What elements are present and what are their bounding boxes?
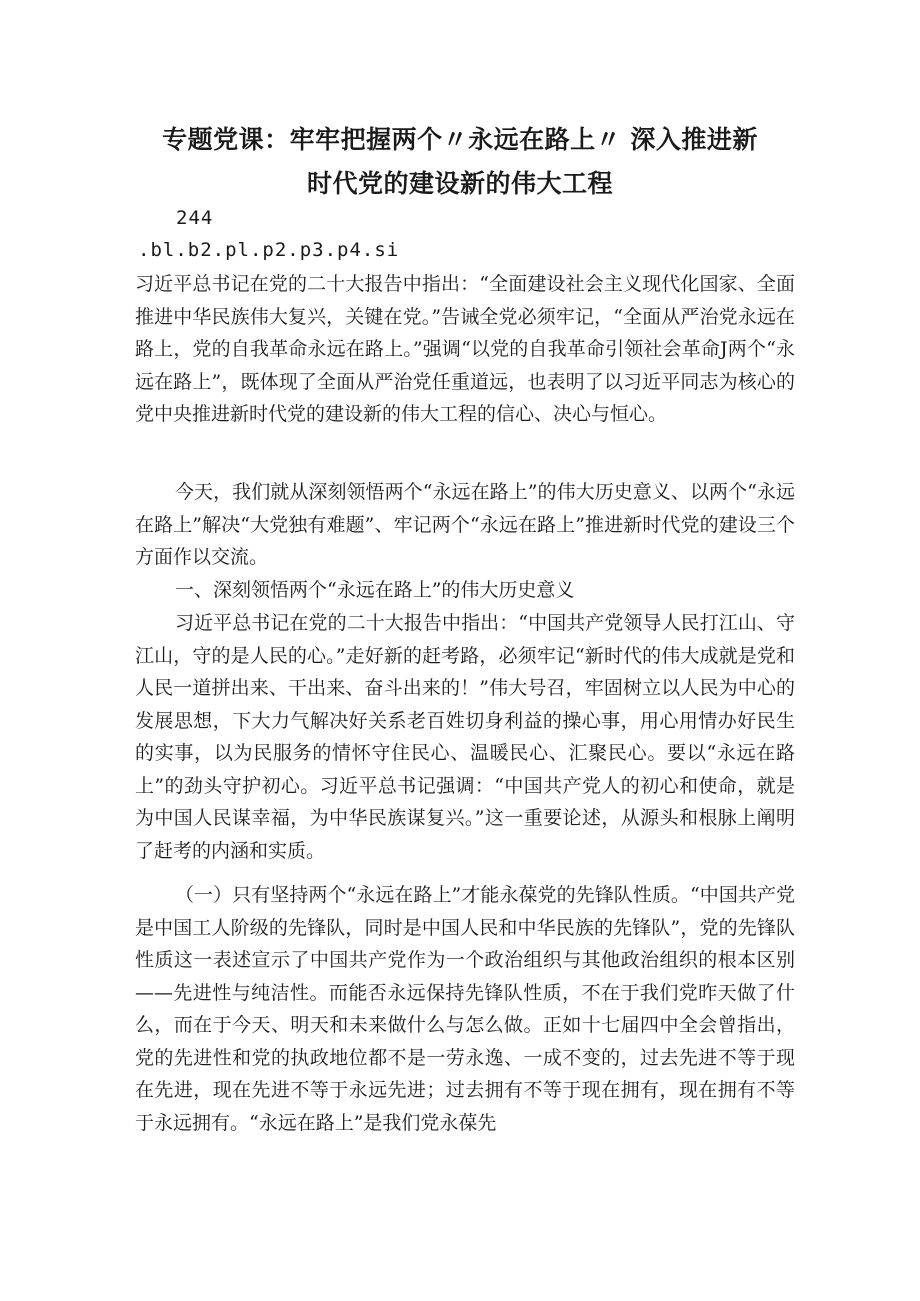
paragraph-intro: 习近平总书记在党的二十大报告中指出：“全面建设社会主义现代化国家、全面推进中华民族伟大复兴，关键在党。”告诫全党必须牢记，“全面从严治党永远在路上，党的自我革命永远在路上。”强调“以党的自我革命引领社会革命J两个“永远在路上”，既体现了全面从严治党任重道远，也表明了以习近平同志为核心的党中央推进新时代党的建设新的伟大工程的信心、决心与恒心。: [135, 273, 795, 425]
paragraph-section-1: 习近平总书记在党的二十大报告中指出：“中国共产党领导人民打江山、守江山，守的是人民的心。”走好新的赶考路，必须牢记“新时代的伟大成就是党和人民一道拼出来、干出来、奋斗出来的！”伟大号召，牢固树立以人民为中心的发展思想，下大力气解决好关系老百姓切身利益的操心事，用心用情办好民生的实事，以为民服务的情怀守住民心、温暖民心、汇聚民心。要以“永远在路上”的劲头守护初心。习近平总书记强调：“中国共产党人的初心和使命，就是为中国人民谋幸福，为中华民族谋复兴。”这一重要论述，从源头和根脉上阐明了赶考的内涵和实质。: [135, 612, 795, 862]
paragraph-overview: 今天，我们就从深刻领悟两个“永远在路上”的伟大历史意义、以两个“永远在路上”解决“大党独有难题”、牢记两个“永远在路上”推进新时代党的建设三个方面作以交流。: [135, 481, 795, 568]
section-heading-1: 一、深刻领悟两个“永远在路上”的伟大历史意义: [175, 579, 575, 601]
document-title-line1: 专题党课：牢牢把握两个〃永远在路上〃 深入推进新: [162, 125, 758, 154]
paragraph-subsection-1: （一）只有坚持两个“永远在路上”才能永葆党的先锋队性质。“中国共产党是中国工人阶级的先锋队，同时是中国人民和中华民族的先锋队”，党的先锋队性质这一表述宣示了中国共产党作为一个政治组织与其他政治组织的根本区别——先进性与纯洁性。而能否永远保持先锋队性质，不在于我们党昨天做了什么，而在于今天、明天和未来做什么与怎么做。正如十七届四中全会曾指出，党的先进性和党的执政地位都不是一劳永逸、一成不变的，过去先进不等于现在先进，现在先进不等于永远先进；过去拥有不等于现在拥有，现在拥有不等于永远拥有。“永远在路上”是我们党永葆先: [135, 884, 795, 1134]
document-number: 244: [176, 207, 214, 229]
document-code-line: .bl.b2.pl.p2.p3.p4.si: [138, 239, 400, 261]
document-title-line2: 时代党的建设新的伟大工程: [306, 169, 613, 198]
